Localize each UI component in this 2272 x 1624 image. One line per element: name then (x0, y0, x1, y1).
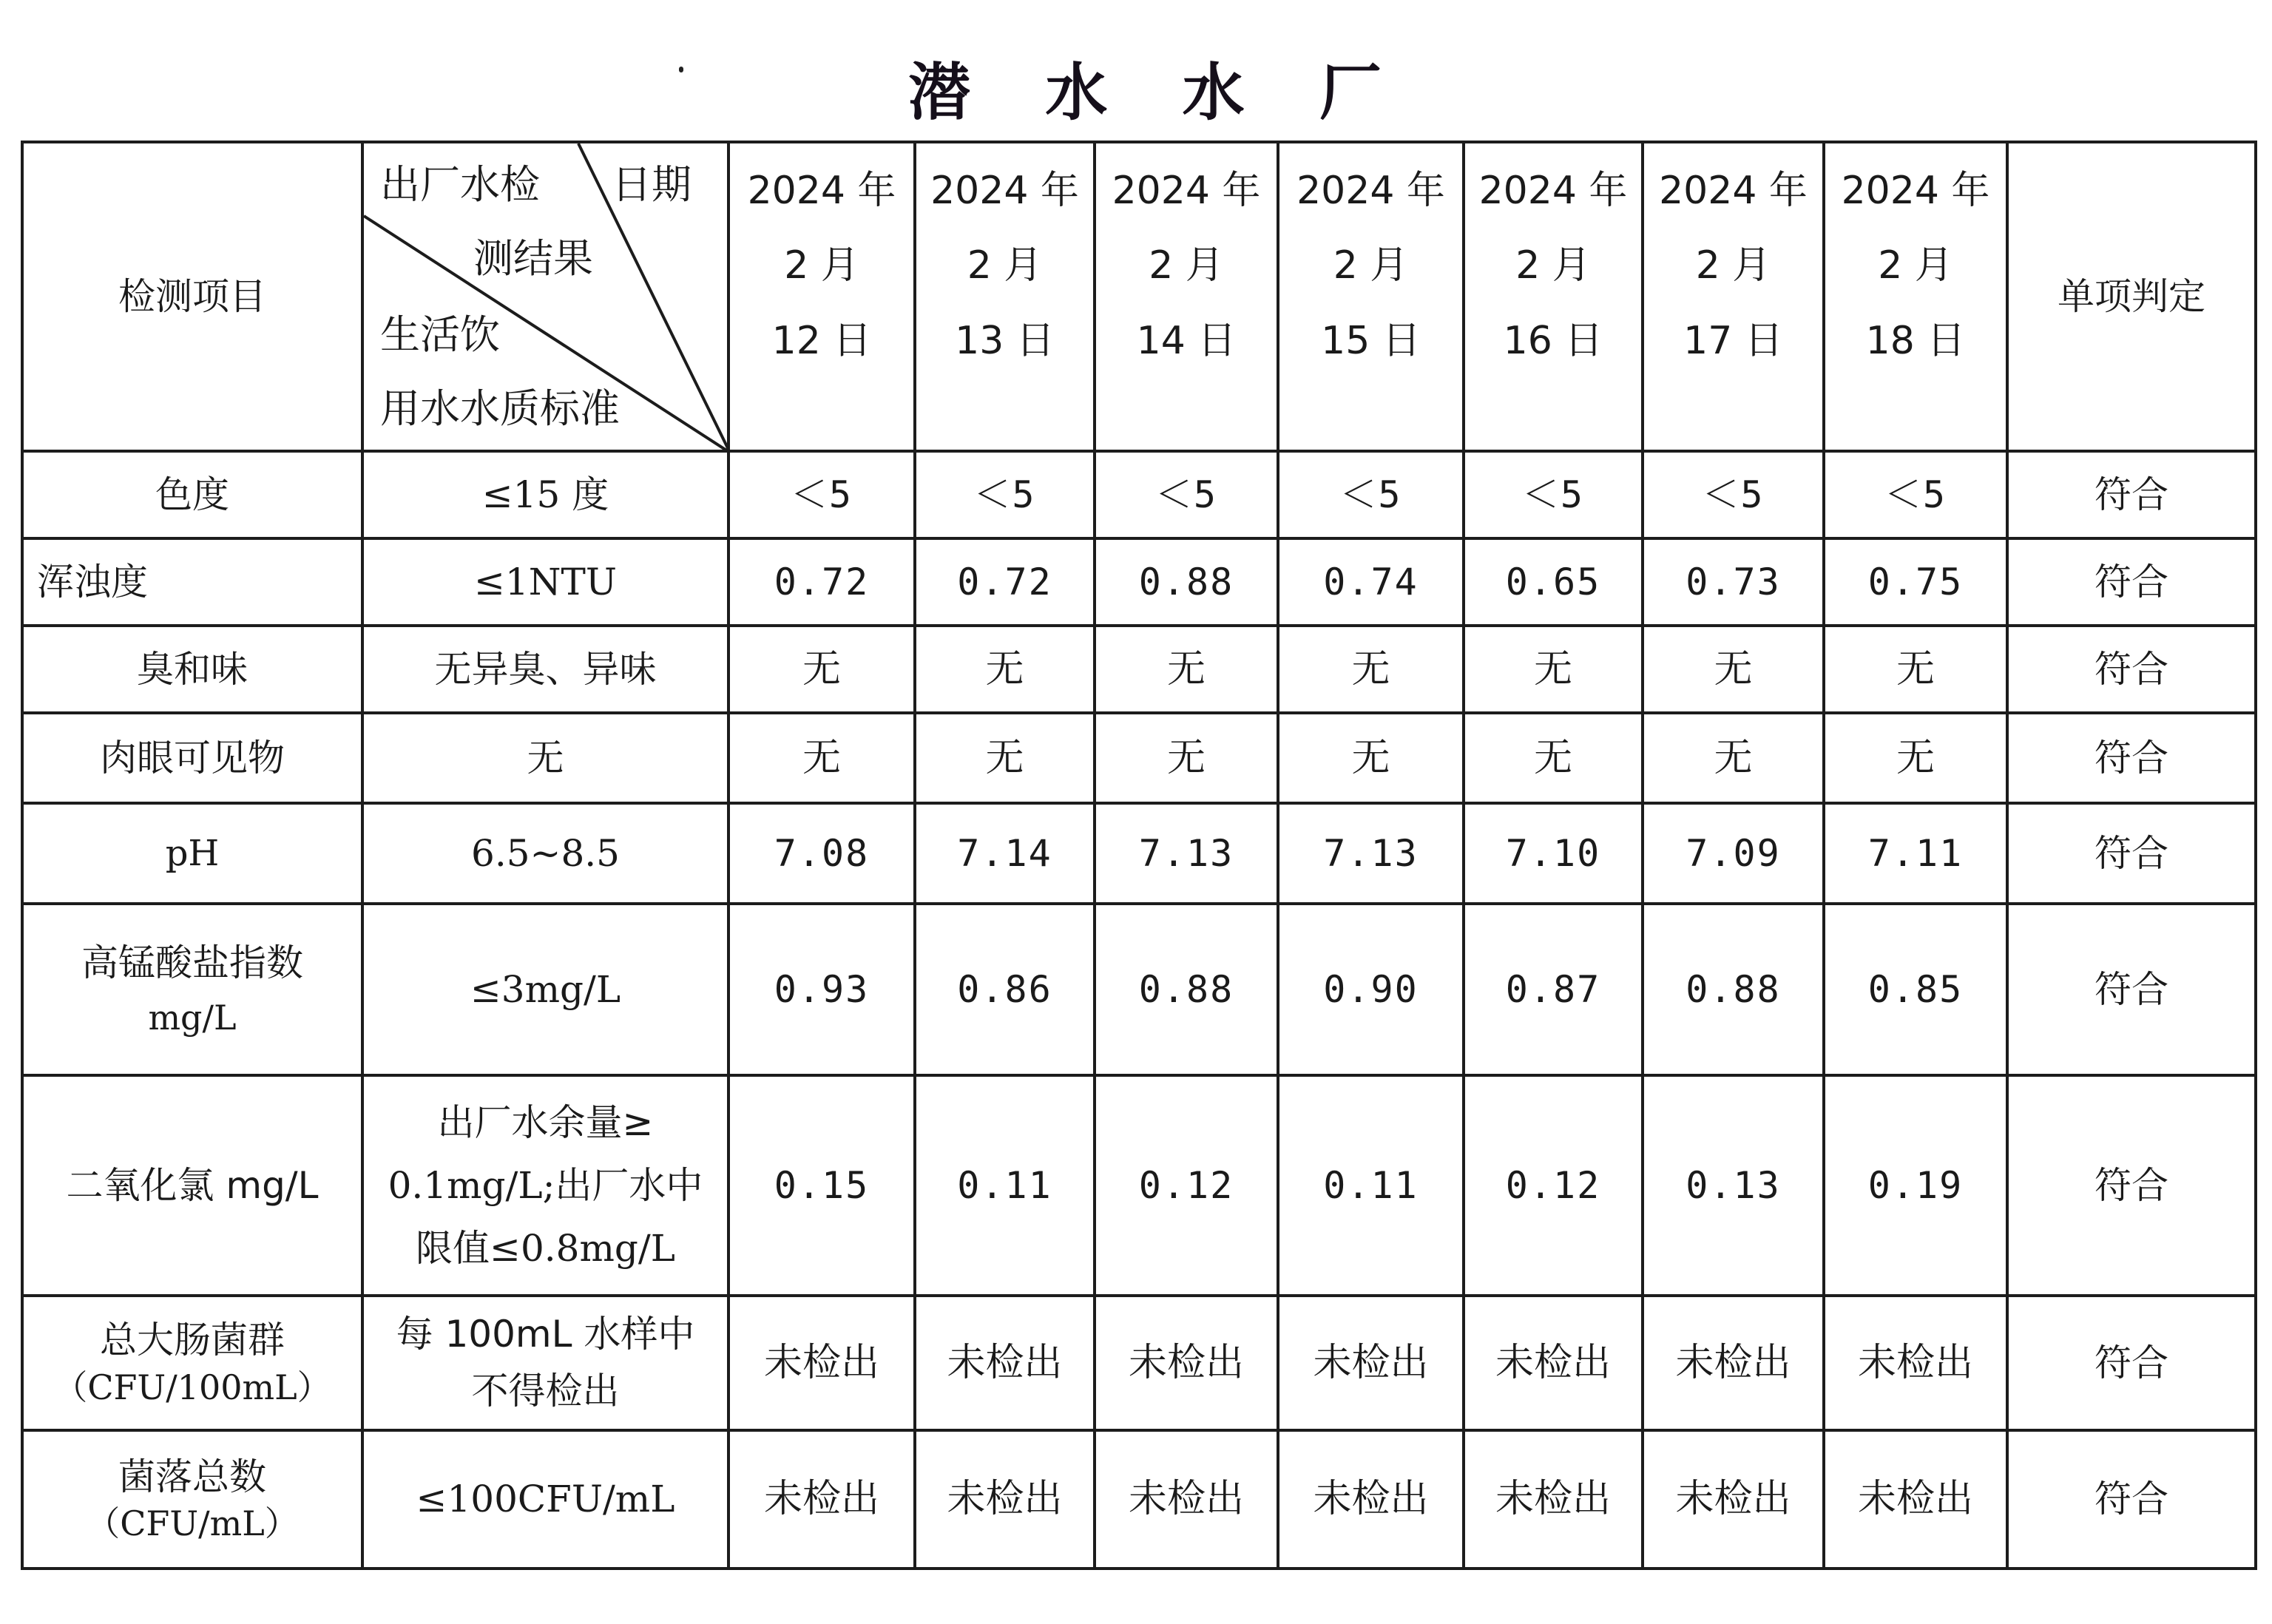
item-name: 臭和味 (22, 626, 362, 713)
standard-value: 无异臭、异味 (362, 626, 728, 713)
header-item-column: 检测项目 (22, 142, 362, 451)
table-row (22, 713, 2256, 803)
table-row (22, 626, 2256, 713)
result-value: 7.13 (1278, 803, 1464, 904)
scan-speck (679, 67, 683, 72)
item-unit: mg/L (148, 997, 237, 1038)
date-header-1: 2024 年 2 月 12 日 (728, 142, 915, 451)
result-value: 0.11 (1278, 1075, 1464, 1296)
result-value: 0.93 (728, 904, 915, 1075)
table-row (22, 1296, 2256, 1430)
standard-line: 限值≤0.8mg/L (416, 1226, 675, 1270)
document-title: 潜 水 水 厂 (908, 56, 1408, 129)
item-name-main: 菌落总数 (118, 1455, 266, 1498)
table-row (22, 1430, 2256, 1569)
diag-label-standard-b: 用水水质标准 (380, 385, 620, 432)
result-value: 无 (1095, 626, 1278, 713)
diag-label-result-a: 出厂水检 (380, 161, 540, 208)
result-value: ＜5 (915, 451, 1095, 538)
item-name: 二氧化氯 mg/L (22, 1075, 362, 1296)
standard-value: ≤1NTU (362, 538, 728, 626)
item-name (22, 1430, 362, 1569)
result-value: 0.74 (1278, 538, 1464, 626)
result-value: 未检出 (1824, 1296, 2007, 1430)
table-row (22, 538, 2256, 626)
item-name: 肉眼可见物 (22, 713, 362, 803)
judgement: 符合 (2007, 904, 2256, 1075)
result-value: 7.10 (1464, 803, 1643, 904)
date-header-5: 2024 年 2 月 16 日 (1464, 142, 1643, 451)
judgement: 符合 (2007, 1075, 2256, 1296)
diag-label-result-b: 测结果 (473, 235, 593, 282)
result-value: 无 (1464, 626, 1643, 713)
result-value: ＜5 (1095, 451, 1278, 538)
diag-label-standard-a: 生活饮 (380, 311, 500, 358)
result-value: 未检出 (1464, 1296, 1643, 1430)
date-header-4: 2024 年 2 月 15 日 (1278, 142, 1464, 451)
standard-line: 每 100mL 水样中 (396, 1312, 695, 1356)
standard-line: 不得检出 (471, 1370, 620, 1412)
standard-value: 无 (362, 713, 728, 803)
item-name: 浑浊度 (22, 538, 362, 626)
result-value: 0.13 (1643, 1075, 1824, 1296)
result-value: 未检出 (1278, 1430, 1464, 1569)
result-value: 无 (1643, 626, 1824, 713)
item-name (22, 904, 362, 1075)
result-value: ＜5 (1464, 451, 1643, 538)
result-value: 未检出 (728, 1296, 915, 1430)
judgement: 符合 (2007, 538, 2256, 626)
result-value: 7.09 (1643, 803, 1824, 904)
result-value: 0.72 (728, 538, 915, 626)
result-value: 未检出 (1095, 1430, 1278, 1569)
result-value: 未检出 (1643, 1296, 1824, 1430)
result-value: 未检出 (1464, 1430, 1643, 1569)
item-name-main: 高锰酸盐指数 (81, 941, 303, 984)
result-value: 7.11 (1824, 803, 2007, 904)
judgement: 符合 (2007, 713, 2256, 803)
date-header-6: 2024 年 2 月 17 日 (1643, 142, 1824, 451)
item-name-main: 总大肠菌群 (100, 1319, 285, 1361)
water-quality-table (21, 141, 2257, 1570)
result-value: 无 (1278, 713, 1464, 803)
result-value: 无 (1643, 713, 1824, 803)
judgement: 符合 (2007, 1430, 2256, 1569)
result-value: 0.90 (1278, 904, 1464, 1075)
standard-value: ≤100CFU/mL (362, 1430, 728, 1569)
result-value: ＜5 (728, 451, 915, 538)
result-value: 0.65 (1464, 538, 1643, 626)
result-value: ＜5 (1824, 451, 2007, 538)
result-value: 7.08 (728, 803, 915, 904)
date-header-3: 2024 年 2 月 14 日 (1095, 142, 1278, 451)
table-row (22, 803, 2256, 904)
result-value: 无 (728, 713, 915, 803)
standard-value (362, 1296, 728, 1430)
standard-line: 出厂水余量≥ (437, 1100, 654, 1144)
item-unit: （CFU/100mL） (53, 1367, 331, 1407)
result-value: 0.88 (1095, 538, 1278, 626)
header-judge-column: 单项判定 (2007, 142, 2256, 451)
result-value: 未检出 (728, 1430, 915, 1569)
result-value: 7.13 (1095, 803, 1278, 904)
table-row (22, 904, 2256, 1075)
item-name: pH (22, 803, 362, 904)
table-row (22, 1075, 2256, 1296)
judgement: 符合 (2007, 626, 2256, 713)
result-value: 0.11 (915, 1075, 1095, 1296)
result-value: 无 (1824, 626, 2007, 713)
result-value: 0.15 (728, 1075, 915, 1296)
standard-value (362, 1075, 728, 1296)
result-value: 无 (1095, 713, 1278, 803)
result-value: 未检出 (1643, 1430, 1824, 1569)
judgement: 符合 (2007, 803, 2256, 904)
item-unit: （CFU/mL） (86, 1503, 299, 1543)
result-value: 未检出 (915, 1296, 1095, 1430)
result-value: 0.19 (1824, 1075, 2007, 1296)
judgement: 符合 (2007, 1296, 2256, 1430)
result-value: 无 (915, 626, 1095, 713)
result-value: 无 (1464, 713, 1643, 803)
standard-value: ≤3mg/L (362, 904, 728, 1075)
result-value: 0.85 (1824, 904, 2007, 1075)
standard-value: 6.5~8.5 (362, 803, 728, 904)
judgement: 符合 (2007, 451, 2256, 538)
diagonal-header-cell (362, 142, 728, 451)
result-value: 0.75 (1824, 538, 2007, 626)
result-value: 无 (915, 713, 1095, 803)
result-value: 无 (728, 626, 915, 713)
result-value: 0.72 (915, 538, 1095, 626)
result-value: ＜5 (1278, 451, 1464, 538)
result-value: 未检出 (1095, 1296, 1278, 1430)
result-value: 0.73 (1643, 538, 1824, 626)
result-value: 0.88 (1095, 904, 1278, 1075)
result-value: 0.88 (1643, 904, 1824, 1075)
header-row (22, 142, 2256, 451)
result-value: 无 (1824, 713, 2007, 803)
date-header-7: 2024 年 2 月 18 日 (1824, 142, 2007, 451)
date-header-2: 2024 年 2 月 13 日 (915, 142, 1095, 451)
result-value: 0.12 (1095, 1075, 1278, 1296)
diag-label-date: 日期 (612, 161, 692, 208)
result-value: 无 (1278, 626, 1464, 713)
standard-line: 0.1mg/L;出厂水中 (388, 1163, 703, 1207)
result-value: 7.14 (915, 803, 1095, 904)
table-row (22, 451, 2256, 538)
standard-value: ≤15 度 (362, 451, 728, 538)
item-name: 色度 (22, 451, 362, 538)
item-name (22, 1296, 362, 1430)
result-value: 未检出 (1278, 1296, 1464, 1430)
result-value: 未检出 (1824, 1430, 2007, 1569)
result-value: 0.12 (1464, 1075, 1643, 1296)
result-value: ＜5 (1643, 451, 1824, 538)
result-value: 0.86 (915, 904, 1095, 1075)
result-value: 未检出 (915, 1430, 1095, 1569)
result-value: 0.87 (1464, 904, 1643, 1075)
